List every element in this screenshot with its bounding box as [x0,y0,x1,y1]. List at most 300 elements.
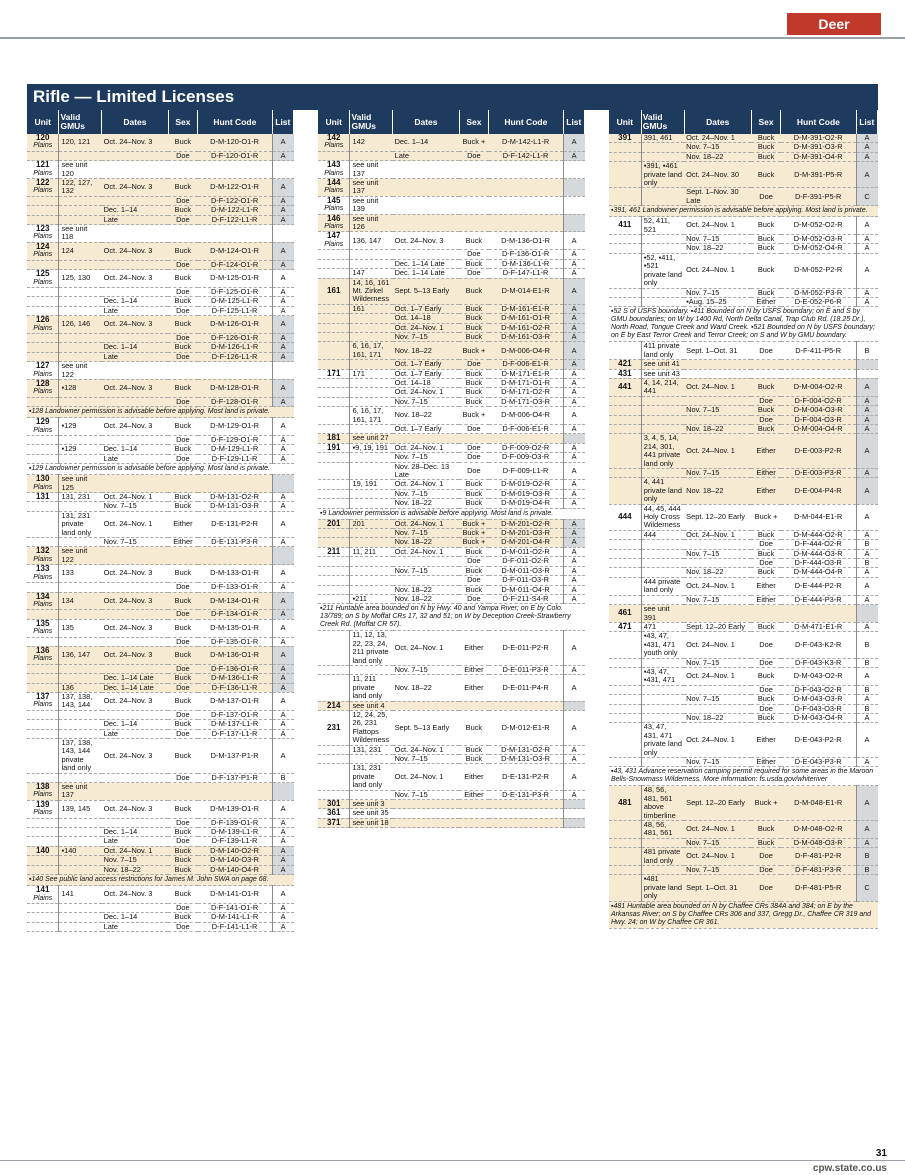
unit-cell [27,161,59,179]
list-letter: A [272,297,293,306]
table-row [609,342,878,360]
column-header: Sex [168,110,197,134]
hunt-dates: Nov. 7–15 [684,406,751,415]
valid-gmus: ▪9, 19, 191 [350,443,393,452]
sex: Buck [459,332,488,341]
list-letter: A [563,407,584,425]
hunt-code: D-F-122-L1-R [198,215,273,224]
sex: Buck [168,206,197,215]
table-row [318,499,585,508]
sex: Buck + [459,342,488,360]
hunt-code [489,434,564,443]
unit-number: 461 [618,608,632,618]
table-row [318,809,585,818]
unit-number: 124 [36,241,50,251]
sex: Buck [459,585,488,594]
unit-number: 121 [36,160,50,170]
sex: Buck [459,745,488,754]
list-letter: A [856,378,878,396]
hunt-dates: Nov. 7–15 [102,538,169,547]
unit-area: Plains [33,426,53,434]
unit-number: 139 [36,799,50,809]
sex: Buck [168,592,197,610]
valid-gmus: 131, 231 private land only [350,764,393,790]
sex: Buck [168,179,197,197]
unit-number: 444 [618,512,632,522]
list-letter [563,800,584,809]
unit-cell [609,704,641,713]
hunt-code: D-F-141-L1-R [198,922,273,931]
hunt-dates: Oct. 24–Nov. 1 [393,443,460,452]
valid-gmus [59,913,102,922]
sex: Buck [459,259,488,268]
hunt-dates: Late [102,306,169,315]
unit-cell [609,469,641,478]
hunt-code: D-M-137-P1-R [198,739,273,774]
unit-cell [609,530,641,539]
list-letter: C [856,188,878,206]
unit-number: 191 [327,442,341,452]
unit-cell [609,188,641,206]
valid-gmus: 411 private land only [641,342,684,360]
hunt-dates: Nov. 18–22 [393,594,460,603]
hunt-dates: Nov. 7–15 [684,595,751,604]
unit-cell [609,568,641,577]
table-row [27,674,294,683]
list-letter: A [563,378,584,387]
hunt-code: D-M-444-O2-R [781,530,856,539]
list-letter: A [563,278,584,304]
hunt-dates: Nov. 7–15 [684,695,751,704]
valid-gmus: see unit 4 [350,701,393,710]
unit-area: Plains [33,791,53,799]
unit-cell [318,259,350,268]
sex: Either [751,723,781,758]
list-letter: A [856,134,878,143]
table-row [609,504,878,530]
hunt-dates [684,605,751,623]
unit-cell [609,143,641,152]
table-row [27,260,294,269]
valid-gmus [641,540,684,549]
hunt-dates: Oct. 24–Nov. 1 [393,323,460,332]
unit-cell [318,250,350,259]
hunt-dates: Oct. 14–18 [393,378,460,387]
list-letter: A [272,134,293,151]
unit-number: 137 [36,691,50,701]
hunt-code: D-M-131-O3-R [489,755,564,764]
unit-cell [318,161,350,179]
list-letter: A [272,206,293,215]
valid-gmus: 6, 16, 17, 161, 171 [350,407,393,425]
hunt-code: D-E-131-P3-R [489,790,564,799]
unit-number: 128 [36,378,50,388]
valid-gmus: ▪211 [350,594,393,603]
unit-footnote: ▪481 Huntable area bounded on N by Chaffee CRs 384A and 384; on E by the Arkansas River; on S by Chaffee CRs 306 and 337, Gregg Dr., Chaffee CR 319 and Hwy. 24; on W by Chaffee CR 361. [609,901,878,928]
hunt-dates: Sept. 5–13 Early [393,710,460,745]
hunt-code: D-M-139-O1-R [198,800,273,818]
sex: Either [459,675,488,701]
note-row [609,307,878,342]
list-letter: A [272,151,293,160]
hunt-code: D-M-052-O2-R [781,217,856,235]
unit-area: Plains [33,370,53,378]
valid-gmus [59,903,102,912]
hunt-dates [102,773,169,782]
hunt-dates: Nov. 7–15 [684,758,751,767]
hunt-code: D-F-136-L1-R [198,683,273,692]
sex [459,196,488,214]
hunt-code: D-F-129-O1-R [198,436,273,445]
unit-cell [318,576,350,585]
list-letter: A [272,922,293,931]
hunt-code: D-M-048-O3-R [781,838,856,847]
valid-gmus: 19, 191 [350,480,393,489]
valid-gmus [641,415,684,424]
hunt-dates: Oct. 24–Nov. 3 [102,565,169,583]
table-row [318,594,585,603]
hunt-dates [393,701,460,710]
sex: Buck [168,316,197,334]
valid-gmus: see unit 391 [641,605,684,623]
hunt-code: D-F-043-O2-R [781,685,856,694]
hunt-code: D-M-140-O3-R [198,856,273,865]
hunt-dates: Oct. 24–Nov. 3 [102,270,169,288]
hunt-code: D-M-444-O4-R [781,568,856,577]
hunt-dates [393,179,460,197]
table-row [27,783,294,801]
unit-cell [27,739,59,774]
sex: Buck [751,235,781,244]
list-letter: A [272,828,293,837]
table-row [609,244,878,253]
hunt-dates: Dec. 1–14 [102,913,169,922]
unit-number: 214 [327,700,341,710]
hunt-code: D-M-048-E1-R [781,786,856,821]
list-letter: A [856,838,878,847]
hunt-code: D-M-171-O3-R [489,397,564,406]
list-letter: A [272,333,293,342]
hunt-code: D-M-201-O4-R [489,538,564,547]
note-row [609,206,878,217]
unit-footnote: ▪211 Huntable area bounded on N by Hwy. 40 and Yampa River; on E by Colo. 13/789; on S by Moffat CRs 17, 32 and 51; on W by Deception Creek-Strawberry Creek Rd. (Moffat CR 57). [318,604,585,631]
list-letter: A [272,502,293,511]
unit-cell [27,511,59,537]
hunt-code: D-E-011-P3-R [489,665,564,674]
unit-area: Plains [33,809,53,817]
sex: Buck [459,378,488,387]
hunt-dates: Oct. 24–Nov. 3 [102,592,169,610]
hunt-code: D-F-444-O2-R [781,540,856,549]
table-row [609,434,878,469]
unit-area: Plains [33,701,53,709]
sex: Buck [751,713,781,722]
unit-cell [318,388,350,397]
hunt-dates [102,583,169,592]
hunt-dates: Oct. 24–Nov. 1 [684,378,751,396]
list-letter: A [563,453,584,462]
list-letter: A [272,720,293,729]
hunt-dates [393,161,460,179]
unit-number: 471 [618,621,632,631]
unit-cell [27,436,59,445]
valid-gmus: 481 private land only [641,848,684,866]
valid-gmus [350,360,393,369]
list-letter: A [856,235,878,244]
unit-cell [609,396,641,405]
unit-number: 135 [36,618,50,628]
hunt-dates [393,809,460,818]
valid-gmus: 147 [350,269,393,278]
sex: Either [751,434,781,469]
unit-cell [27,922,59,931]
list-letter: B [856,685,878,694]
sex: Doe [751,866,781,875]
hunt-code: D-M-171-O1-R [489,378,564,387]
list-letter [563,161,584,179]
valid-gmus [350,566,393,575]
hunt-dates: Nov. 18–22 [393,499,460,508]
valid-gmus: ▪52, ▪411, ▪521 private land only [641,253,684,288]
table-row [27,592,294,610]
list-letter: A [856,415,878,424]
valid-gmus: 161 [350,304,393,313]
table-row [609,253,878,288]
valid-gmus [350,489,393,498]
hunt-dates: Dec. 1–14 [102,720,169,729]
table-row [27,502,294,511]
unit-cell [318,342,350,360]
hunt-dates [102,637,169,646]
sex: Doe [459,360,488,369]
hunt-dates: Dec. 1–14 [102,828,169,837]
hunt-dates: Oct. 24–Nov. 1 [102,846,169,855]
valid-gmus [59,720,102,729]
list-letter: A [856,713,878,722]
hunt-dates: Oct. 24–Nov. 3 [102,179,169,197]
hunt-dates: Oct. 24–Nov. 30 [684,162,751,188]
hunt-code: D-M-139-L1-R [198,828,273,837]
unit-cell [27,886,59,904]
unit-cell [609,504,641,530]
list-letter: A [856,695,878,704]
sex: Buck + [459,519,488,528]
hunt-dates: Dec. 1–14 Late [102,674,169,683]
unit-cell [27,316,59,334]
hunt-code [781,605,856,623]
sex: Either [751,577,781,595]
hunt-code: D-F-481-P2-R [781,848,856,866]
unit-cell [27,418,59,436]
hunt-dates: Sept. 12–20 Early [684,504,751,530]
list-letter: A [272,215,293,224]
sex: Doe [459,594,488,603]
unit-cell [27,397,59,406]
valid-gmus [350,388,393,397]
list-letter: A [856,723,878,758]
hunt-code: D-M-391-O3-R [781,143,856,152]
unit-cell [609,406,641,415]
list-letter: B [856,848,878,866]
hunt-dates [393,557,460,566]
table-row [27,619,294,637]
table-row [27,379,294,397]
hunt-dates: Dec. 1–14 [393,134,460,151]
table-row [318,631,585,666]
table-row [609,875,878,901]
unit-cell [27,242,59,260]
table-row [609,143,878,152]
sex: Doe [168,922,197,931]
unit-number: 126 [36,315,50,325]
hunt-code [489,214,564,232]
hunt-code: D-M-006-O4-R [489,407,564,425]
unit-footnote: ▪52 S of USFS boundary. ▪411 Bounded on N by USFS boundary; on E and S by GMU boundaries; on W by 1400 Rd, North Delta Canal, Trap Club Rd. (18.25 Dr.), North Road, Tongue Creek and Ward Creek. ▪521 Bounded on N by USFS boundary; on E by East Terror Creek and Terror Creek; on S and W by GMU boundary. [609,307,878,342]
sex: Buck [168,846,197,855]
unit-cell [318,585,350,594]
list-letter: B [272,773,293,782]
table-row [27,475,294,493]
hunt-code: D-F-125-L1-R [198,306,273,315]
hunt-code: D-F-481-P3-R [781,866,856,875]
unit-cell [609,378,641,396]
hunt-dates: Sept. 1–Oct. 31 [684,875,751,901]
unit-cell [27,225,59,243]
sex [168,161,197,179]
sex: Buck + [751,786,781,821]
hunt-code: D-M-136-O1-R [489,232,564,250]
sex: Doe [459,443,488,452]
sex: Buck [168,134,197,151]
hunt-dates: Oct. 24–Nov. 1 [393,547,460,556]
note-row [27,464,294,475]
unit-cell [609,667,641,685]
hunt-code: D-F-122-O1-R [198,196,273,205]
unit-area: Plains [33,278,53,286]
valid-gmus: see unit 41 [641,360,684,369]
hunt-dates: Nov. 7–15 [684,288,751,297]
table-row [609,217,878,235]
valid-gmus: 134 [59,592,102,610]
hunt-dates [393,250,460,259]
hunt-code: D-M-161-E1-R [489,304,564,313]
hunt-code: D-M-014-E1-R [489,278,564,304]
list-letter: A [856,758,878,767]
sex: Buck [459,232,488,250]
table-row [27,242,294,260]
valid-gmus: see unit 120 [59,161,102,179]
unit-cell [609,540,641,549]
sex: Doe [168,903,197,912]
list-letter: A [563,576,584,585]
valid-gmus [59,297,102,306]
unit-area: Plains [324,142,344,150]
note-row [318,508,585,519]
unit-number: 136 [36,645,50,655]
sex: Buck [459,489,488,498]
unit-area: Plains [33,628,53,636]
hunt-code: D-M-128-O1-R [198,379,273,397]
hunt-code: D-E-011-P2-R [489,631,564,666]
hunt-code [489,818,564,827]
list-letter [272,161,293,179]
list-letter [272,362,293,380]
list-letter: A [272,287,293,296]
valid-gmus: 124 [59,242,102,260]
unit-cell [609,866,641,875]
table-row [318,434,585,443]
table-row [318,818,585,827]
hunt-code: D-F-391-P5-R [781,188,856,206]
unit-number: 181 [327,433,341,443]
unit-number: 371 [327,817,341,827]
unit-cell [609,253,641,288]
note-row [27,407,294,418]
valid-gmus [641,559,684,568]
valid-gmus [641,549,684,558]
valid-gmus [59,343,102,352]
table-row [318,480,585,489]
sex: Buck [751,821,781,839]
hunt-code: D-F-139-L1-R [198,837,273,846]
unit-area: Plains [33,324,53,332]
valid-gmus: see unit 126 [350,214,393,232]
list-letter [272,547,293,565]
table-row [318,576,585,585]
sex: Either [459,790,488,799]
hunt-code: D-F-141-O1-R [198,903,273,912]
sex: Buck [459,566,488,575]
hunt-dates: Nov. 7–15 [684,658,751,667]
hunt-code: D-E-131-P2-R [489,764,564,790]
valid-gmus [59,865,102,874]
hunt-code: D-M-171-O2-R [489,388,564,397]
sex: Buck [459,323,488,332]
unit-number: 141 [36,885,50,895]
list-letter [272,475,293,493]
valid-gmus: see unit 43 [641,369,684,378]
valid-gmus [59,610,102,619]
unit-cell [609,134,641,143]
hunt-code: D-E-011-P4-R [489,675,564,701]
valid-gmus [59,333,102,342]
unit-cell [609,235,641,244]
valid-gmus: 11, 12, 13, 22, 23, 24, 211 private land only [350,631,393,666]
list-letter: A [856,297,878,306]
hunt-dates: Nov. 18–22 [684,152,751,161]
hunt-dates: Oct. 24–Nov. 1 [393,519,460,528]
sex: Doe [168,610,197,619]
hunt-dates: Sept. 5–13 Early [393,278,460,304]
list-letter: A [272,511,293,537]
page-title: Rifle — Limited Licenses [27,84,878,110]
list-letter: A [563,764,584,790]
sex [459,434,488,443]
valid-gmus: 52, 411, 521 [641,217,684,235]
hunt-dates: Oct. 24–Nov. 1 [102,493,169,502]
list-letter: A [563,397,584,406]
hunt-table [609,110,878,929]
hunt-dates: Oct. 24–Nov. 1 [393,764,460,790]
hunt-code: D-M-131-O2-R [489,745,564,754]
hunt-dates: Oct. 24–Nov. 1 [684,253,751,288]
table-row [318,134,585,151]
top-divider [0,37,905,39]
list-letter: A [856,478,878,504]
unit-cell [318,631,350,666]
valid-gmus: 48, 56, 481, 561 [641,821,684,839]
list-letter: A [272,637,293,646]
